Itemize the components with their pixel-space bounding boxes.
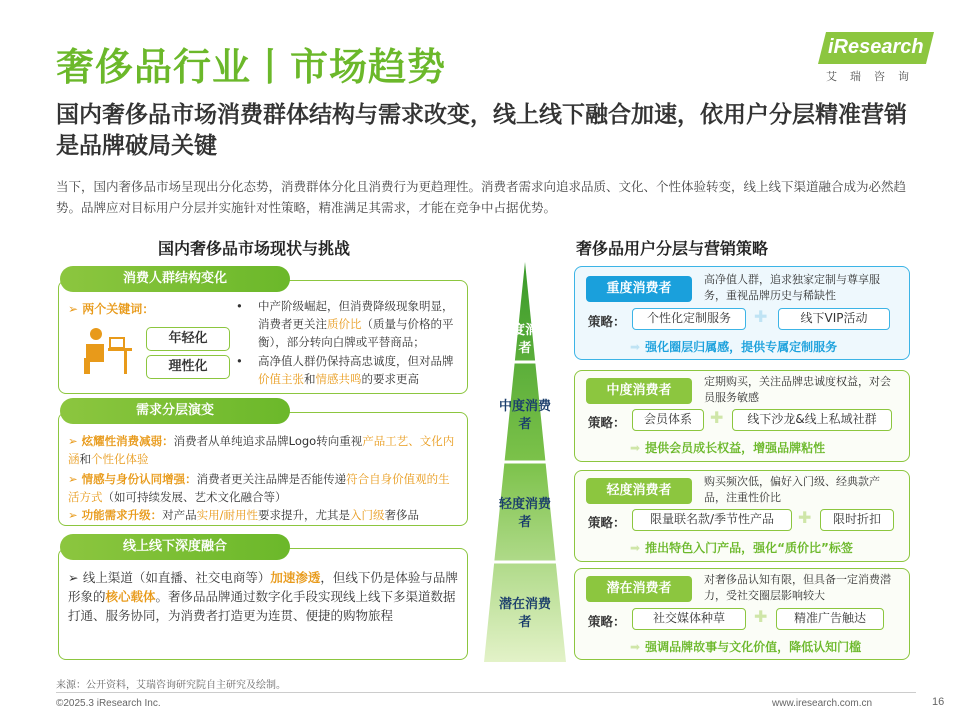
page-title: 奢侈品行业丨市场趋势 [56, 45, 447, 89]
arrow-right-icon: ➡ [630, 640, 641, 654]
tier-light-result-row: ➡ 推出特色入门产品，强化“质价比”标签 [630, 541, 853, 555]
footer-divider [56, 692, 916, 693]
tag-younger: 年轻化 [146, 327, 230, 351]
source-note: 来源：公开资料，艾瑞咨询研究院自主研究及绘制。 [56, 680, 286, 691]
website-link[interactable]: www.iresearch.com.cn [772, 698, 873, 709]
tier-heavy-tag: 重度消费者 [586, 276, 692, 302]
iresearch-logo [822, 32, 932, 82]
logo-subtext: 艾瑞咨询 [826, 70, 922, 83]
tier-potential-desc: 对奢侈品认知有限，但具备一定消费潜力，受社交圈层影响较大 [704, 573, 891, 602]
tier-heavy-strategy-label: 策略： [588, 314, 626, 329]
tier-light-chip-2: 限时折扣 [820, 509, 894, 531]
structure-bullet-1: • 中产阶级崛起，但消费降级现象明显，消费者更关注质价比（质量与价格的平衡），部分转向白牌或平替商品； [236, 299, 454, 349]
chevron-right-icon: ➢ [68, 302, 83, 316]
demand-layers-title: 需求分层演变 [60, 398, 290, 424]
arrow-right-icon: ➡ [630, 541, 641, 555]
logo-text: iResearch [828, 36, 924, 58]
plus-icon: ✚ [798, 508, 812, 527]
tier-potential-chip-1: 社交媒体种草 [632, 608, 746, 630]
page-number: 16 [932, 696, 945, 708]
tier-heavy-chip-2: 线下VIP活动 [778, 308, 890, 330]
tier-heavy-desc: 高净值人群，追求独家定制与尊享服务，重视品牌历史与稀缺性 [704, 273, 880, 302]
tier-light-chip-1: 限量联名款/季节性产品 [632, 509, 792, 531]
tier-medium-desc: 定期购买，关注品牌忠诚度权益，对会员服务敏感 [704, 375, 891, 404]
tier-light-strategy-label: 策略： [588, 515, 626, 530]
omnichannel-text: ➢ 线上渠道（如直播、社交电商等）加速渗透，但线下仍是体验与品牌形象的核心载体。奢侈品品牌通过数字化手段实现线上线下多渠道数据打通、服务协同，为消费者打造更为连贯、便捷的购物旅程 [68, 570, 458, 623]
person-at-desk-icon [80, 326, 136, 378]
tier-medium-chip-2: 线下沙龙&线上私域社群 [732, 409, 892, 431]
plus-icon: ✚ [754, 307, 768, 326]
keyword-row [68, 300, 154, 317]
structure-bullet-2: • 高净值人群仍保持高忠诚度，但对品牌价值主张和情感共鸣的要求更高 [236, 354, 454, 386]
intro-paragraph: 当下，国内奢侈品市场呈现出分化态势，消费群体分化且消费行为更趋理性。消费者需求向追求品质、文化、个性体验转变，线上线下渠道融合成为必然趋势。品牌应对目标用户分层并实施针对性策略，精准满足其需求，才能在竞争中占据优势。 [56, 179, 907, 215]
plus-icon: ✚ [710, 408, 724, 427]
tier-medium-tag: 中度消费者 [586, 378, 692, 404]
copyright: ©2025.3 iResearch Inc. [56, 698, 161, 709]
demand-item-1: ➢ 炫耀性消费减弱：消费者从单纯追求品牌Logo转向重视产品工艺、文化内涵和个性化体验 [68, 434, 455, 466]
demand-item-2: ➢ 情感与身份认同增强：消费者更关注品牌是否能传递符合自身价值观的生活方式（如可持续发展、艺术文化融合等） [68, 472, 450, 504]
tier-medium-chip-1: 会员体系 [632, 409, 704, 431]
tier-medium-strategy-label: 策略： [588, 415, 626, 430]
tier-light-desc: 购买频次低，偏好入门级、经典款产品，注重性价比 [704, 475, 880, 504]
tier-potential-tag: 潜在消费者 [586, 576, 692, 602]
arrow-right-icon: ➡ [630, 340, 641, 354]
keyword-label: 两个关键词： [82, 302, 155, 316]
consumer-structure-title: 消费人群结构变化 [60, 266, 290, 292]
tier-potential-strategy-label: 策略： [588, 614, 626, 629]
tier-light-tag: 轻度消费者 [586, 478, 692, 504]
pyramid-level-heavy: 重度消费者 [498, 323, 551, 356]
pyramid-level-light: 轻度消费者 [498, 497, 551, 530]
tag-rational: 理性化 [146, 355, 230, 379]
left-heading: 国内奢侈品市场现状与挑战 [158, 239, 351, 258]
tier-medium-result-row: ➡ 提供会员成长权益，增强品牌粘性 [630, 441, 826, 455]
demand-item-3: ➢ 功能需求升级：对产品实用/耐用性要求提升，尤其是入门级奢侈品 [68, 508, 420, 522]
pyramid-level-potential: 潜在消费者 [498, 597, 551, 630]
tier-heavy-chip-1: 个性化定制服务 [632, 308, 746, 330]
arrow-right-icon: ➡ [630, 441, 641, 455]
right-heading: 奢侈品用户分层与营销策略 [576, 239, 769, 258]
pyramid-level-medium: 中度消费者 [498, 399, 551, 432]
tier-potential-chip-2: 精准广告触达 [776, 608, 884, 630]
tier-heavy-result-row: ➡ 强化圈层归属感，提供专属定制服务 [630, 340, 838, 354]
plus-icon: ✚ [754, 607, 768, 626]
tier-potential-result-row: ➡ 强调品牌故事与文化价值，降低认知门槛 [630, 640, 862, 654]
page-subtitle: 国内奢侈品市场消费群体结构与需求改变，线上线下融合加速，依用户分层精准营销是品牌破局关键 [56, 102, 907, 159]
omnichannel-title: 线上线下深度融合 [60, 534, 290, 560]
